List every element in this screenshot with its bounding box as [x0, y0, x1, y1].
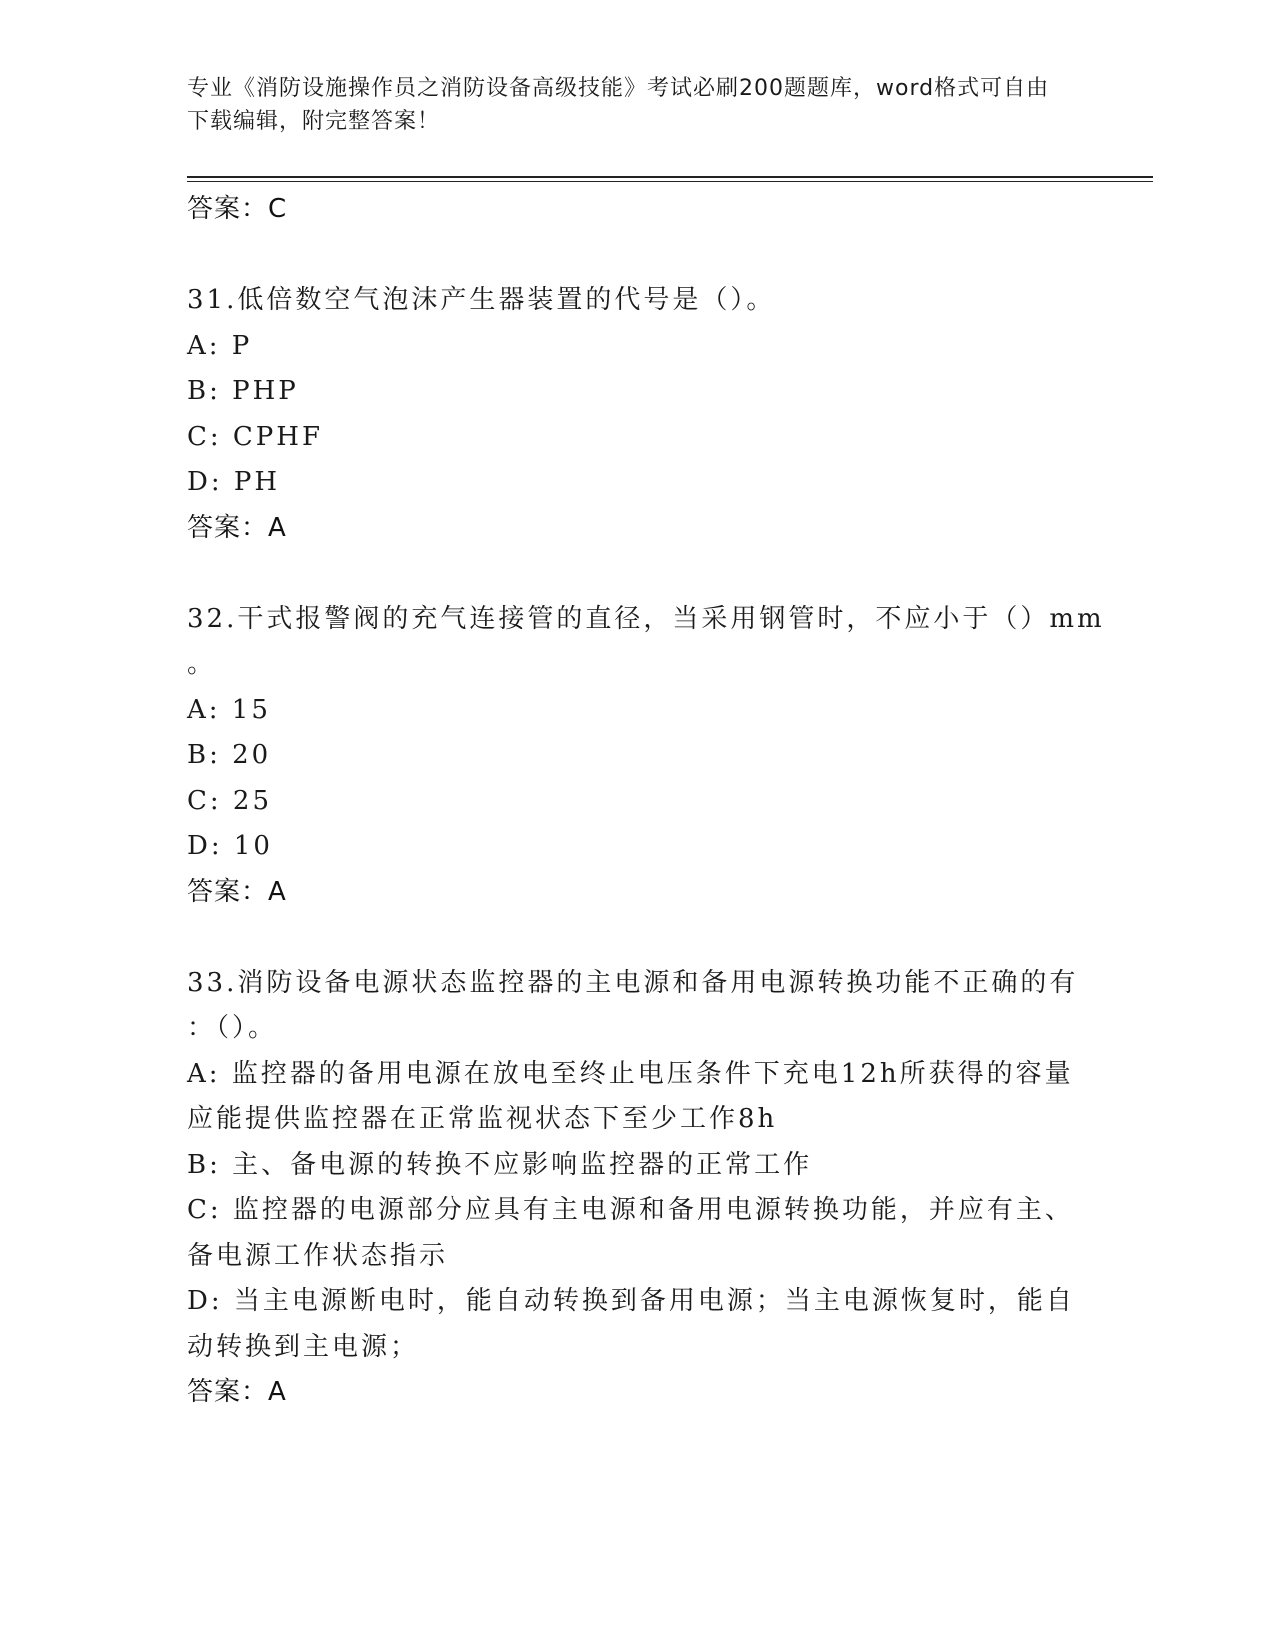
document-body: [187, 187, 1105, 1416]
question-text: 32.干式报警阀的充气连接管的直径，当采用钢管时，不应小于（）mm: [187, 603, 1105, 634]
question-text-cont: ：（）。: [187, 1013, 278, 1043]
option-c: C: 25: [187, 785, 273, 816]
option-b: B: PHP: [187, 376, 299, 406]
question-text: 31.低倍数空气泡沫产生器装置的代号是（）。: [187, 285, 776, 315]
question-33: [187, 961, 1087, 1416]
option-c-cont: 备电源工作状态指示: [187, 1240, 449, 1271]
option-c: C: 监控器的电源部分应具有主电源和备用电源转换功能，并应有主、: [187, 1195, 1074, 1225]
answer: 答案：A: [187, 876, 287, 907]
option-d: D: 10: [187, 831, 273, 861]
option-a: A: 监控器的备用电源在放电至终止电压条件下充电12h所获得的容量: [187, 1058, 1074, 1089]
option-a: A: P: [187, 330, 253, 361]
answer: 答案：A: [187, 1377, 287, 1407]
spacer: [187, 551, 1087, 597]
header-divider: [187, 176, 1153, 182]
option-d: D: PH: [187, 467, 281, 497]
option-d: D: 当主电源断电时，能自动转换到备用电源；当主电源恢复时，能自: [187, 1286, 1075, 1316]
question-text-cont: 。: [187, 649, 217, 679]
question-text: 33.消防设备电源状态监控器的主电源和备用电源转换功能不正确的有: [187, 967, 1079, 998]
option-d-cont: 动转换到主电源；: [187, 1331, 420, 1362]
question-31: [187, 278, 1087, 551]
option-a: A: 15: [187, 694, 271, 725]
previous-answer: 答案：C: [187, 194, 288, 224]
page-header: 专业《消防设施操作员之消防设备高级技能》考试必刷200题题库，word格式可自由下载编辑，附完整答案！: [187, 76, 1050, 134]
spacer: [187, 233, 1087, 279]
option-b: B: 20: [187, 740, 272, 770]
spacer: [187, 915, 1087, 961]
option-c: C: CPHF: [187, 421, 324, 452]
option-a-cont: 应能提供监控器在正常监视状态下至少工作8h: [187, 1104, 778, 1134]
answer: 答案：A: [187, 512, 287, 543]
option-b: B: 主、备电源的转换不应影响监控器的正常工作: [187, 1149, 813, 1180]
question-32: [187, 597, 1105, 916]
